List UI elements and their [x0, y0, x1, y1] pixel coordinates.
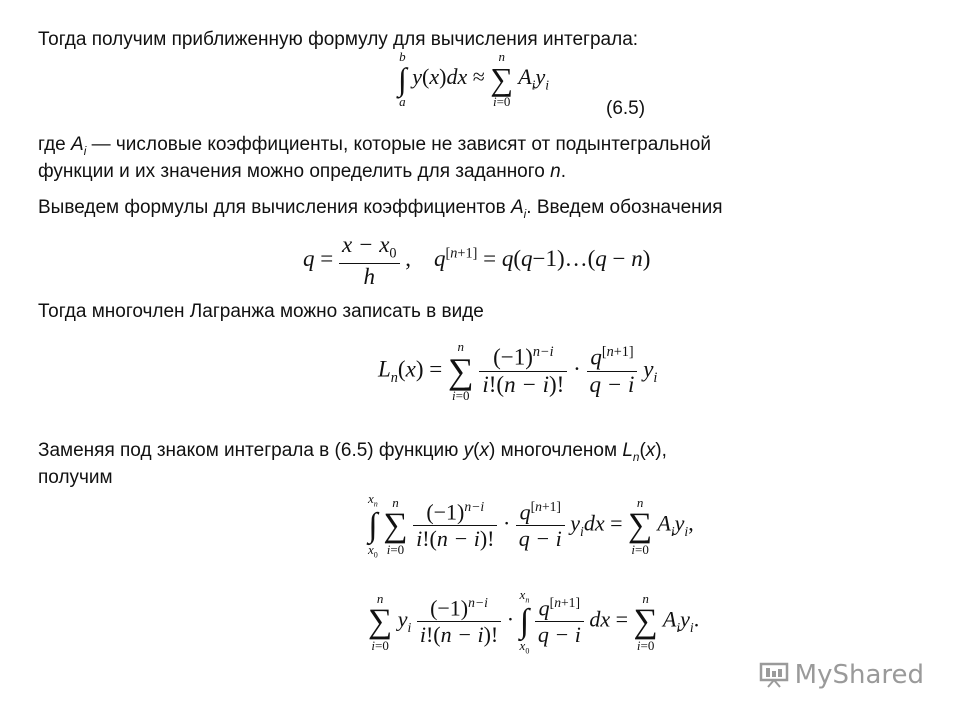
text-line-7: получим — [38, 467, 113, 488]
formula-coefficients: n ∑ i=0 $y_i$ $\frac{(-1)^{n-i}}{i!(n - i)!}$ · $x_n$ ∫ $x_0$ $\frac{q^{[n+1]}}{q - i}$ dx = n ∑ i=0 $A_iy_i$. — [368, 587, 700, 656]
text-line-2: где $A_i$ — числовые коэффициенты, которые не зависят от подынтегральной — [38, 134, 711, 158]
formula-q-definition: q = $\frac{x - x_0}{h}$ , q[n+1] = q(q−1)…(q − n) — [303, 232, 651, 289]
watermark — [759, 660, 924, 690]
text-line-5: Тогда многочлен Лагранжа можно записать в виде — [38, 301, 484, 322]
text-line-3: функции и их значения можно определить для заданного n. — [38, 161, 566, 182]
equation-number: (6.5) — [606, 98, 646, 119]
formula-integral-approx: b ∫ a y(x)dx ≈ n ∑ i=0 $A_iy_i$ — [398, 49, 550, 109]
text-line-4: Выведем формулы для вычисления коэффициентов $A_i$. Введем обозначения — [38, 197, 723, 221]
presentation-board-icon — [759, 662, 789, 688]
text-line-1: Тогда получим приближенную формулу для вычисления интеграла: — [38, 29, 639, 50]
watermark-label: MyShared — [794, 660, 924, 690]
text-line-6: Заменяя под знаком интеграла в (6.5) функцию y(x) многочленом $L_n(x)$, — [38, 440, 667, 464]
formula-integral-sum: $x_n$ ∫ $x_0$ n ∑ i=0 $\frac{(-1)^{n-i}}{i!(n - i)!}$ · $\frac{q^{[n+1]}}{q - i}$ $y_idx$ = n ∑ i=0 $A_iy_i$, — [368, 491, 694, 560]
formula-lagrange: $L_n(x)$ = n ∑ i=0 $\frac{(-1)^{n-i}}{i!(n - i)!}$ · $\frac{q^{[n+1]}}{q - i}$ $y_i$ — [378, 339, 658, 403]
